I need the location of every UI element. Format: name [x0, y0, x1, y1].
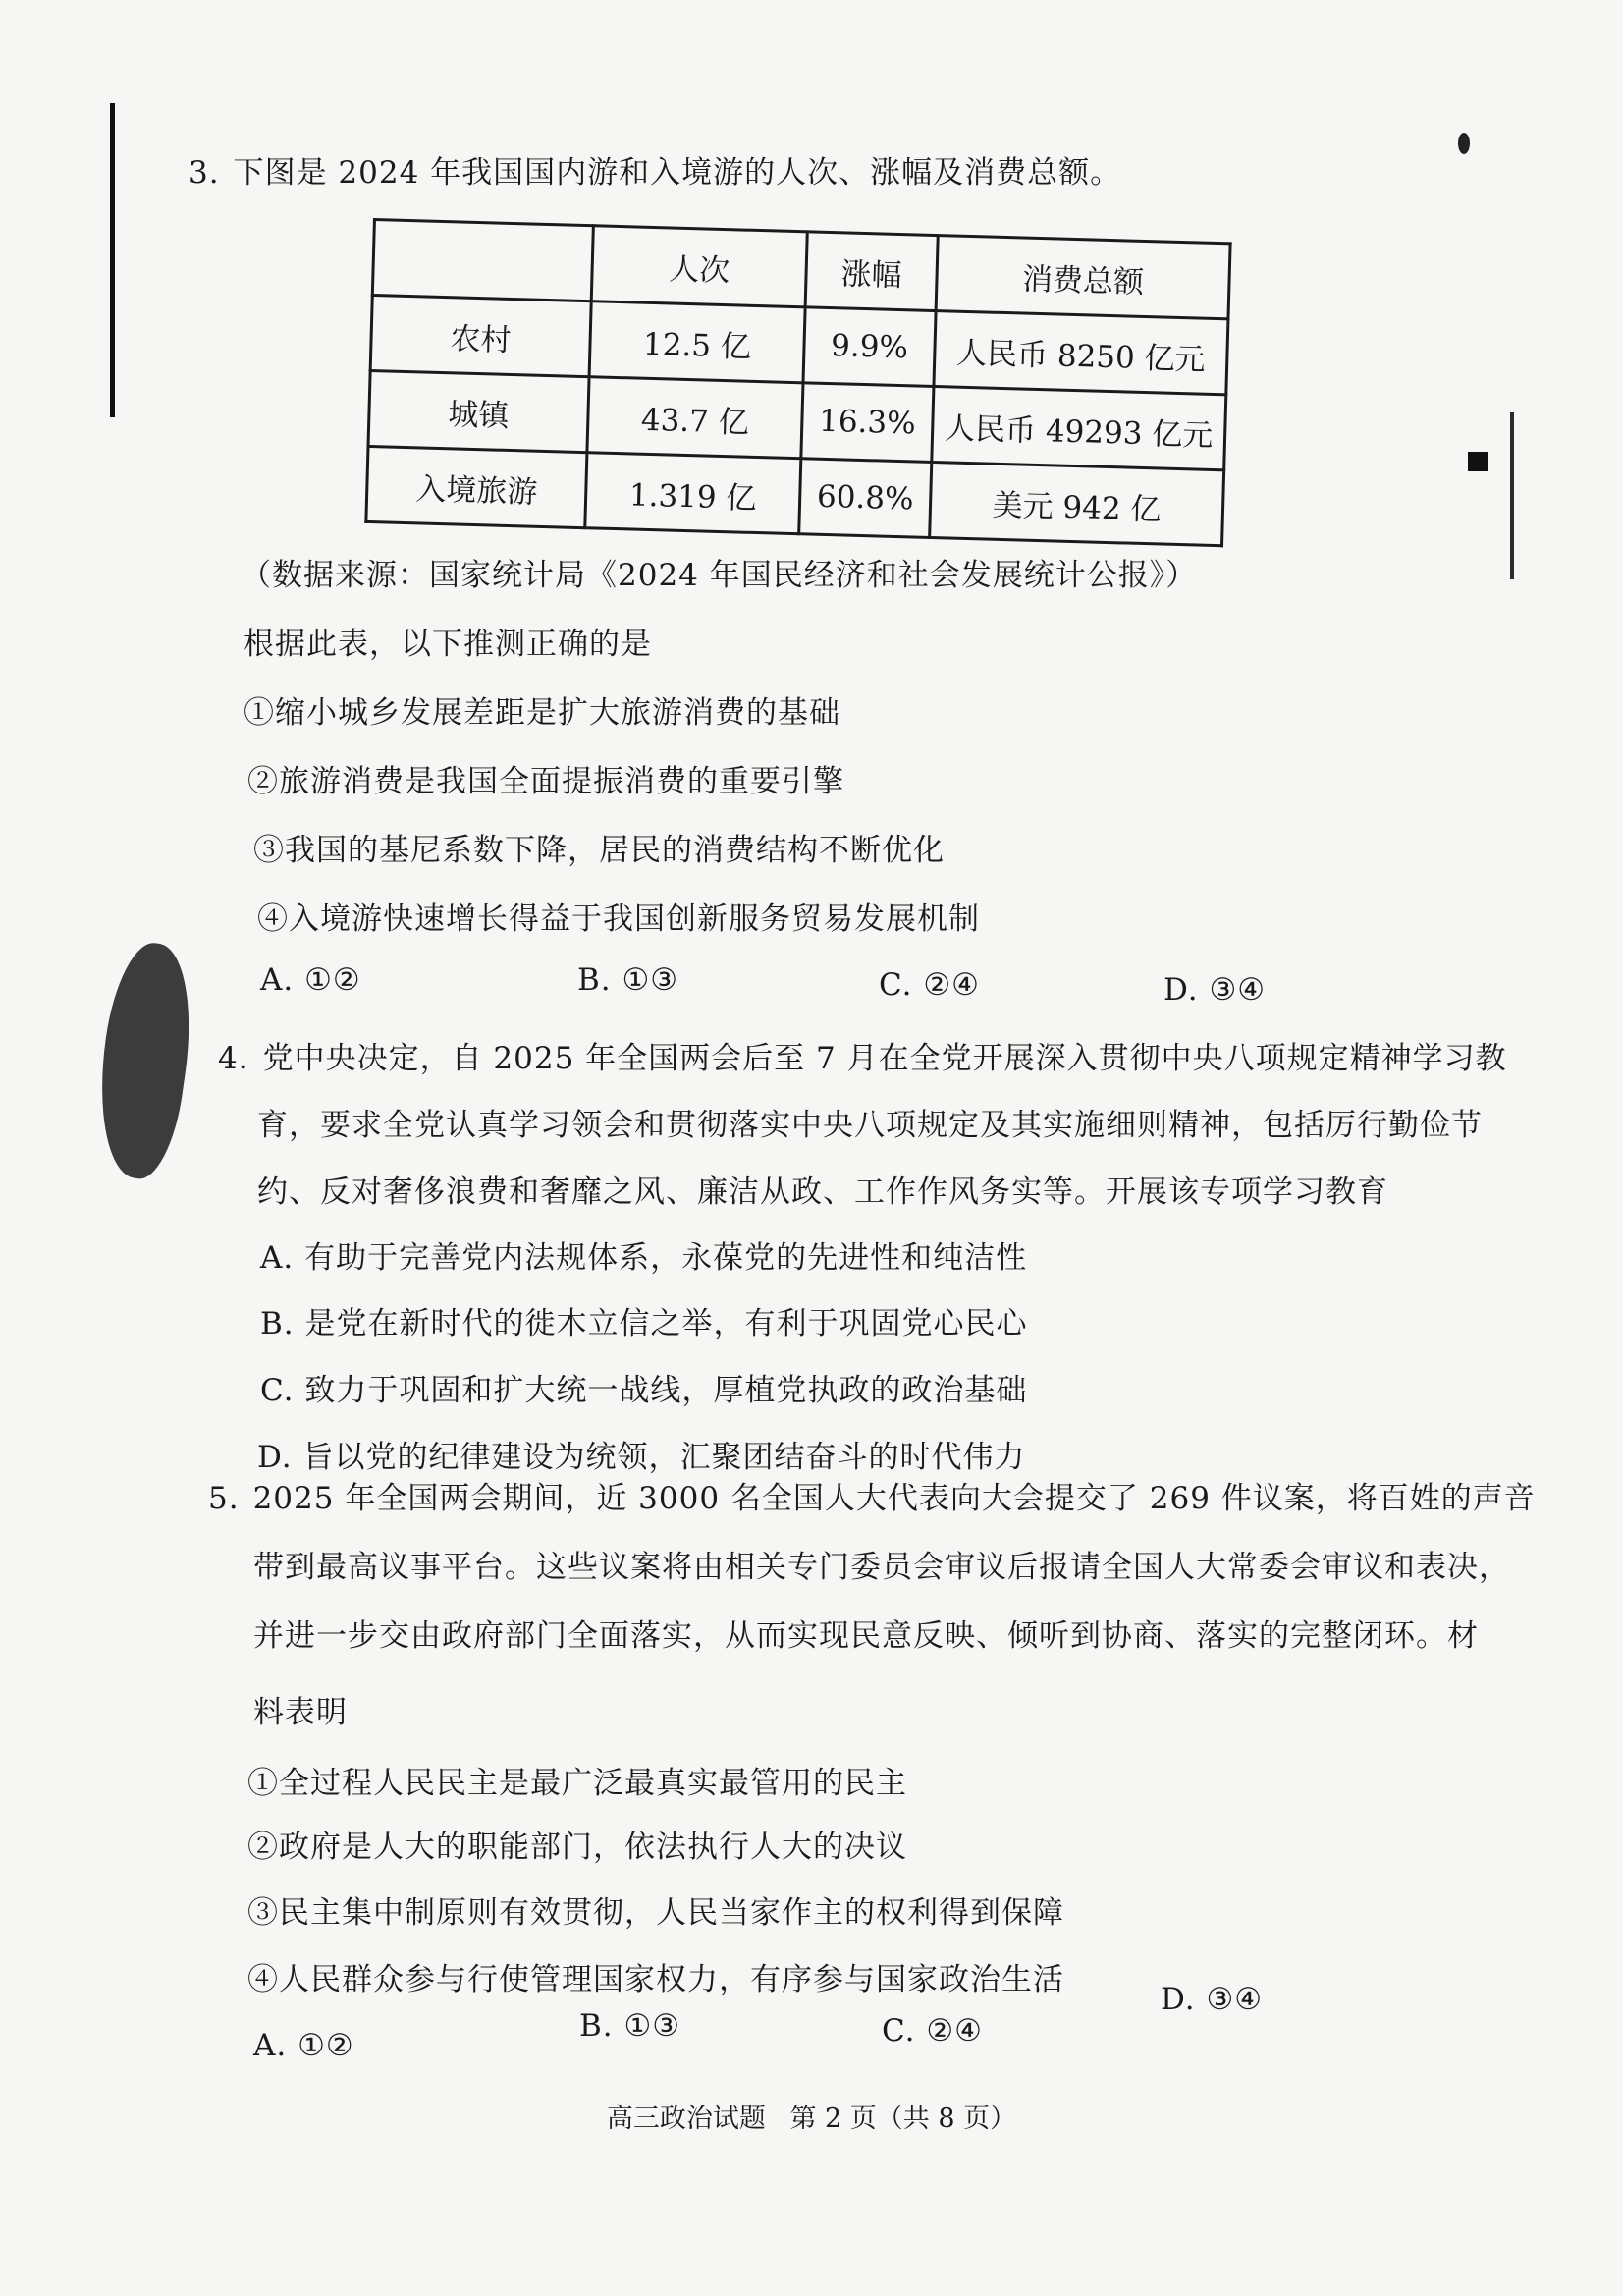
q5-statement-3: ③民主集中制原则有效贯彻，人民当家作主的权利得到保障 [247, 1895, 1064, 1931]
q3-source: （数据来源：国家统计局《2024 年国民经济和社会发展统计公报》） [241, 558, 1198, 593]
q4-option-c[interactable]: C. 致力于巩固和扩大统一战线，厚植党执政的政治基础 [260, 1373, 1028, 1408]
q3-statement-1: ①缩小城乡发展差距是扩大旅游消费的基础 [243, 695, 840, 731]
q4-option-b[interactable]: B. 是党在新时代的徙木立信之举，有利于巩固党心民心 [260, 1306, 1028, 1341]
q5-option-c[interactable]: C. ②④ [882, 2013, 983, 2049]
table-cell: 12.5 亿 [589, 301, 805, 383]
q3-statement-3: ③我国的基尼系数下降，居民的消费结构不断优化 [253, 833, 945, 868]
q5-option-b[interactable]: B. ①③ [579, 2008, 681, 2044]
q3-prompt: 根据此表，以下推测正确的是 [243, 627, 652, 662]
footer-page: 第 2 页（共 8 页） [789, 2104, 1017, 2134]
table-cell: 43.7 亿 [587, 377, 803, 459]
scan-edge-mark [110, 103, 115, 417]
q5-statement-1: ①全过程人民民主是最广泛最真实最管用的民主 [247, 1766, 907, 1801]
table-cell: 60.8% [799, 459, 932, 538]
q4-stem-line-1: 4. 党中央决定，自 2025 年全国两会后至 7 月在全党开展深入贯彻中央八项规定精神学习教 [218, 1041, 1507, 1076]
q3-stem: 3. 下图是 2024 年我国国内游和入境游的人次、涨幅及消费总额。 [189, 155, 1122, 191]
table-cell: 16.3% [801, 383, 934, 463]
page-footer [0, 2097, 1623, 2135]
q5-statement-2: ②政府是人大的职能部门，依法执行人大的决议 [247, 1830, 907, 1865]
scan-speck [1458, 133, 1470, 154]
table-header-cell: 人次 [591, 226, 807, 307]
q5-stem-line-2: 带到最高议事平台。这些议案将由相关专门委员会审议后报请全国人大常委会审议和表决， [253, 1550, 1510, 1585]
q5-stem-line-4: 料表明 [253, 1695, 348, 1730]
scan-mark [1468, 452, 1488, 471]
q5-stem-line-3: 并进一步交由政府部门全面落实，从而实现民意反映、倾听到协商、落实的完整闭环。材 [253, 1618, 1479, 1654]
tourism-table [364, 218, 1231, 547]
table-cell: 城镇 [368, 370, 589, 452]
table-cell: 9.9% [803, 307, 936, 387]
table-cell: 农村 [370, 296, 591, 377]
q3-option-d[interactable]: D. ③④ [1163, 972, 1267, 1008]
q5-number: 5. [208, 1481, 240, 1516]
table-header-cell: 消费总额 [936, 236, 1230, 319]
q3-statement-4: ④入境游快速增长得益于我国创新服务贸易发展机制 [257, 902, 980, 937]
q5-option-a[interactable]: A. ①② [253, 2028, 354, 2063]
q5-stem-line-1: 5. 2025 年全国两会期间，近 3000 名全国人大代表向大会提交了 269 件议案，将百姓的声音 [208, 1481, 1536, 1516]
q4-stem-line-3: 约、反对奢侈浪费和奢靡之风、廉洁从政、工作作风务实等。开展该专项学习教育 [257, 1175, 1388, 1210]
table-cell: 入境旅游 [366, 446, 587, 527]
footer-subject: 高三政治试题 [606, 2104, 766, 2134]
table-cell: 人民币 8250 亿元 [934, 311, 1228, 395]
q5-statement-4: ④人民群众参与行使管理国家权力，有序参与国家政治生活 [247, 1962, 1064, 1997]
q4-option-d[interactable]: D. 旨以党的纪律建设为统领，汇聚团结奋斗的时代伟力 [257, 1440, 1026, 1475]
q5-option-d[interactable]: D. ③④ [1161, 1982, 1264, 2017]
scan-shadow [87, 938, 203, 1182]
scan-edge-mark-right [1510, 412, 1514, 579]
table-cell: 人民币 49293 亿元 [932, 387, 1226, 470]
q4-stem-line-2: 育，要求全党认真学习领会和贯彻落实中央八项规定及其实施细则精神，包括厉行勤俭节 [257, 1108, 1483, 1143]
q3-option-c[interactable]: C. ②④ [879, 967, 980, 1003]
q3-statement-2: ②旅游消费是我国全面提振消费的重要引擎 [247, 764, 844, 799]
q4-number: 4. [218, 1041, 249, 1076]
q3-option-b[interactable]: B. ①③ [577, 962, 679, 998]
q3-number: 3. [189, 155, 220, 191]
q4-option-a[interactable]: A. 有助于完善党内法规体系，永葆党的先进性和纯洁性 [260, 1240, 1028, 1276]
q3-option-a[interactable]: A. ①② [260, 962, 361, 998]
table-header-cell [372, 220, 593, 301]
table-cell: 美元 942 亿 [930, 462, 1224, 545]
table-header-cell: 涨幅 [805, 232, 938, 311]
table-cell: 1.319 亿 [585, 453, 801, 534]
